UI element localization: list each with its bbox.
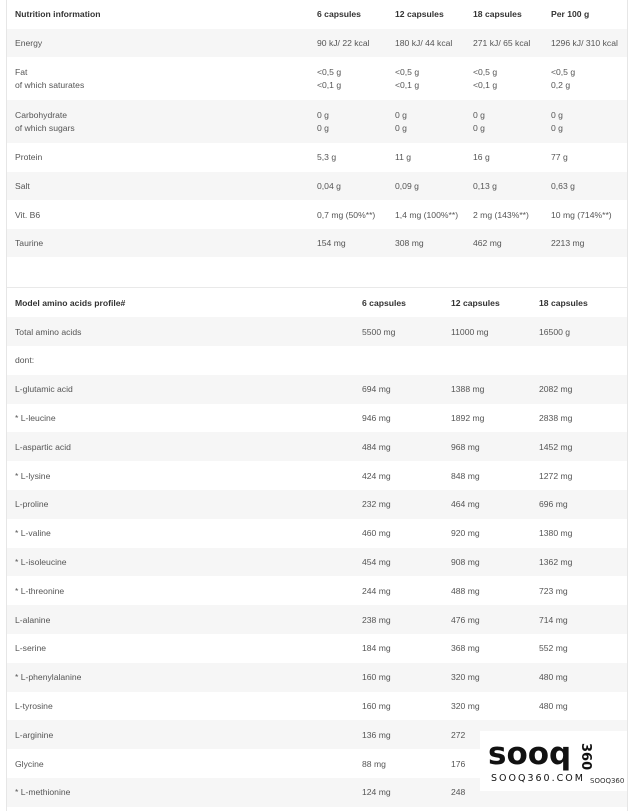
cell-sub: 0,2 g	[551, 79, 571, 90]
cell: 2213 mg	[543, 229, 628, 258]
cell: 2 mg (143%**)	[473, 209, 529, 220]
cell: 1272 mg	[539, 470, 573, 481]
header-col: 6 capsules	[362, 297, 406, 308]
cell: 320 mg	[451, 701, 480, 712]
header-col: 18 capsules	[539, 297, 588, 308]
cell-main: <0,5 g	[473, 66, 498, 77]
cell-main: 0 g	[473, 109, 485, 120]
table-row	[7, 375, 628, 404]
header-col: 18 capsules	[473, 9, 522, 20]
cell	[387, 100, 465, 143]
cell	[354, 346, 443, 375]
table-row	[7, 548, 628, 577]
cell: 484 mg	[354, 432, 443, 461]
row-label: dont:	[15, 355, 35, 366]
cell: 723 mg	[539, 585, 568, 596]
cell: 10 mg (714%**)	[551, 209, 612, 220]
row-label	[7, 57, 309, 100]
cell: 1388 mg	[443, 375, 531, 404]
cell: 88 mg	[362, 758, 386, 769]
row-label-main: Carbohydrate	[15, 109, 68, 120]
row-label: * L-isoleucine	[7, 548, 354, 577]
watermark-tiny: SOOQ360	[590, 777, 625, 785]
cell: 16500 g	[531, 317, 628, 346]
cell	[309, 57, 387, 100]
cell: 2082 mg	[531, 375, 628, 404]
cell	[543, 57, 628, 100]
cell-sub: <0,1 g	[473, 79, 498, 90]
row-label: L-arginine	[7, 720, 354, 749]
cell-sub: 0 g	[317, 122, 329, 133]
cell-sub: 0 g	[473, 122, 485, 133]
cell: 308 mg	[387, 229, 465, 258]
row-label: Vit. B6	[15, 209, 41, 220]
row-label: Salt	[7, 172, 309, 201]
cell: 124 mg	[354, 778, 443, 807]
row-label: * L-methionine	[7, 778, 354, 807]
cell: 5,3 g	[317, 152, 337, 163]
cell-main: 0 g	[551, 109, 563, 120]
cell: 454 mg	[354, 548, 443, 577]
table-row	[7, 663, 628, 692]
table-row	[7, 172, 628, 201]
cell-sub: 0 g	[395, 122, 407, 133]
cell: 946 mg	[362, 413, 391, 424]
cell: 180 kJ/ 44 kcal	[387, 29, 465, 58]
cell: 0,7 mg (50%**)	[317, 209, 376, 220]
table-row	[7, 605, 628, 634]
cell: 160 mg	[362, 701, 391, 712]
table-row	[7, 404, 628, 433]
cell: 2838 mg	[539, 413, 573, 424]
cell: 0,09 g	[387, 172, 465, 201]
row-label	[7, 100, 309, 143]
cell: 0,63 g	[543, 172, 628, 201]
table-row	[7, 634, 628, 663]
sooq360-watermark	[480, 731, 628, 791]
table-row	[7, 229, 628, 258]
cell: 154 mg	[309, 229, 387, 258]
cell: 136 mg	[354, 720, 443, 749]
cell-sub: 0 g	[551, 122, 563, 133]
cell: 0,04 g	[309, 172, 387, 201]
row-label: Taurine	[7, 229, 309, 258]
table-row	[7, 57, 628, 100]
cell: 480 mg	[531, 663, 628, 692]
cell-main: <0,5 g	[395, 66, 420, 77]
cell: 696 mg	[531, 490, 628, 519]
cell	[531, 346, 628, 375]
cell: 160 mg	[354, 663, 443, 692]
cell: 5500 mg	[354, 317, 443, 346]
nutrition-header-row	[7, 0, 628, 29]
cell: 248	[443, 778, 531, 807]
cell: 320 mg	[443, 663, 531, 692]
row-label-main: Fat	[15, 66, 28, 77]
header-label: Nutrition information	[15, 9, 101, 20]
cell: 238 mg	[354, 605, 443, 634]
cell-sub: <0,1 g	[395, 79, 420, 90]
cell: 1892 mg	[451, 413, 485, 424]
cell: 232 mg	[354, 490, 443, 519]
cell	[309, 100, 387, 143]
row-label: * L-valine	[15, 528, 51, 539]
header-col: 12 capsules	[395, 9, 444, 20]
table-row	[7, 576, 628, 605]
cell: 480 mg	[539, 701, 568, 712]
watermark-brand: sooq	[488, 736, 572, 772]
cell: 77 g	[551, 152, 568, 163]
cell: 714 mg	[531, 605, 628, 634]
table-row	[7, 692, 628, 721]
cell	[387, 57, 465, 100]
cell-main: <0,5 g	[317, 66, 342, 77]
row-label: L-tyrosine	[15, 701, 53, 712]
nutrition-content	[6, 0, 628, 811]
row-label: L-serine	[15, 643, 47, 654]
cell	[543, 100, 628, 143]
cell: 11 g	[395, 152, 412, 163]
cell	[443, 346, 531, 375]
table-row	[7, 519, 628, 548]
cell: 0,13 g	[465, 172, 543, 201]
table-row	[7, 432, 628, 461]
cell: 90 kJ/ 22 kcal	[309, 29, 387, 58]
row-label-sub: of which sugars	[15, 122, 75, 133]
row-label: * L-phenylalanine	[7, 663, 354, 692]
cell-main: 0 g	[395, 109, 407, 120]
cell: 1296 kJ/ 310 kcal	[543, 29, 628, 58]
cell: 11000 mg	[443, 317, 531, 346]
nutrition-table	[7, 0, 628, 257]
cell: 488 mg	[451, 585, 480, 596]
table-row	[7, 317, 628, 346]
table-row	[7, 200, 628, 229]
row-label: * L-lysine	[15, 470, 51, 481]
cell-main: 0 g	[317, 109, 329, 120]
cell: 552 mg	[539, 643, 568, 654]
cell: 464 mg	[443, 490, 531, 519]
amino-acids-table	[7, 288, 628, 806]
row-label: L-proline	[7, 490, 354, 519]
cell	[465, 100, 543, 143]
row-label: * L-threonine	[15, 585, 65, 596]
cell: 271 kJ/ 65 kcal	[465, 29, 543, 58]
cell: 1452 mg	[531, 432, 628, 461]
table-row	[7, 490, 628, 519]
cell: 908 mg	[443, 548, 531, 577]
watermark-digits: 360	[578, 743, 593, 771]
table-row	[7, 143, 628, 172]
table-separator	[7, 257, 627, 288]
cell: 424 mg	[362, 470, 391, 481]
cell-sub: <0,1 g	[317, 79, 342, 90]
watermark-site: SOOQ360.COM	[491, 773, 585, 784]
cell: 848 mg	[451, 470, 480, 481]
row-label: L-alanine	[7, 605, 354, 634]
row-label: * L-leucine	[15, 413, 56, 424]
table-row	[7, 346, 628, 375]
cell: 1362 mg	[531, 548, 628, 577]
cell: 1,4 mg (100%**)	[395, 209, 459, 220]
cell: 16 g	[473, 152, 490, 163]
cell: 462 mg	[465, 229, 543, 258]
cell: 1380 mg	[539, 528, 573, 539]
cell: 476 mg	[443, 605, 531, 634]
cell: 368 mg	[451, 643, 480, 654]
cell: 244 mg	[362, 585, 391, 596]
cell: 272	[443, 720, 531, 749]
cell: 176	[451, 758, 466, 769]
table-row	[7, 29, 628, 58]
row-label: Energy	[7, 29, 309, 58]
header-col: Per 100 g	[551, 9, 590, 20]
row-label: Protein	[15, 152, 43, 163]
amino-header-row	[7, 288, 628, 317]
row-label-sub: of which saturates	[15, 79, 85, 90]
cell: 920 mg	[451, 528, 480, 539]
cell: 184 mg	[362, 643, 391, 654]
row-label: Glycine	[15, 758, 44, 769]
header-col: 12 capsules	[451, 297, 500, 308]
cell: 968 mg	[443, 432, 531, 461]
table-row	[7, 461, 628, 490]
cell	[465, 57, 543, 100]
cell-main: <0,5 g	[551, 66, 576, 77]
row-label: L-glutamic acid	[7, 375, 354, 404]
row-label: Total amino acids	[7, 317, 354, 346]
header-col: 6 capsules	[317, 9, 361, 20]
row-label: L-aspartic acid	[7, 432, 354, 461]
cell: 694 mg	[354, 375, 443, 404]
header-label: Model amino acids profile#	[15, 297, 126, 308]
cell: 460 mg	[362, 528, 391, 539]
table-row	[7, 100, 628, 143]
